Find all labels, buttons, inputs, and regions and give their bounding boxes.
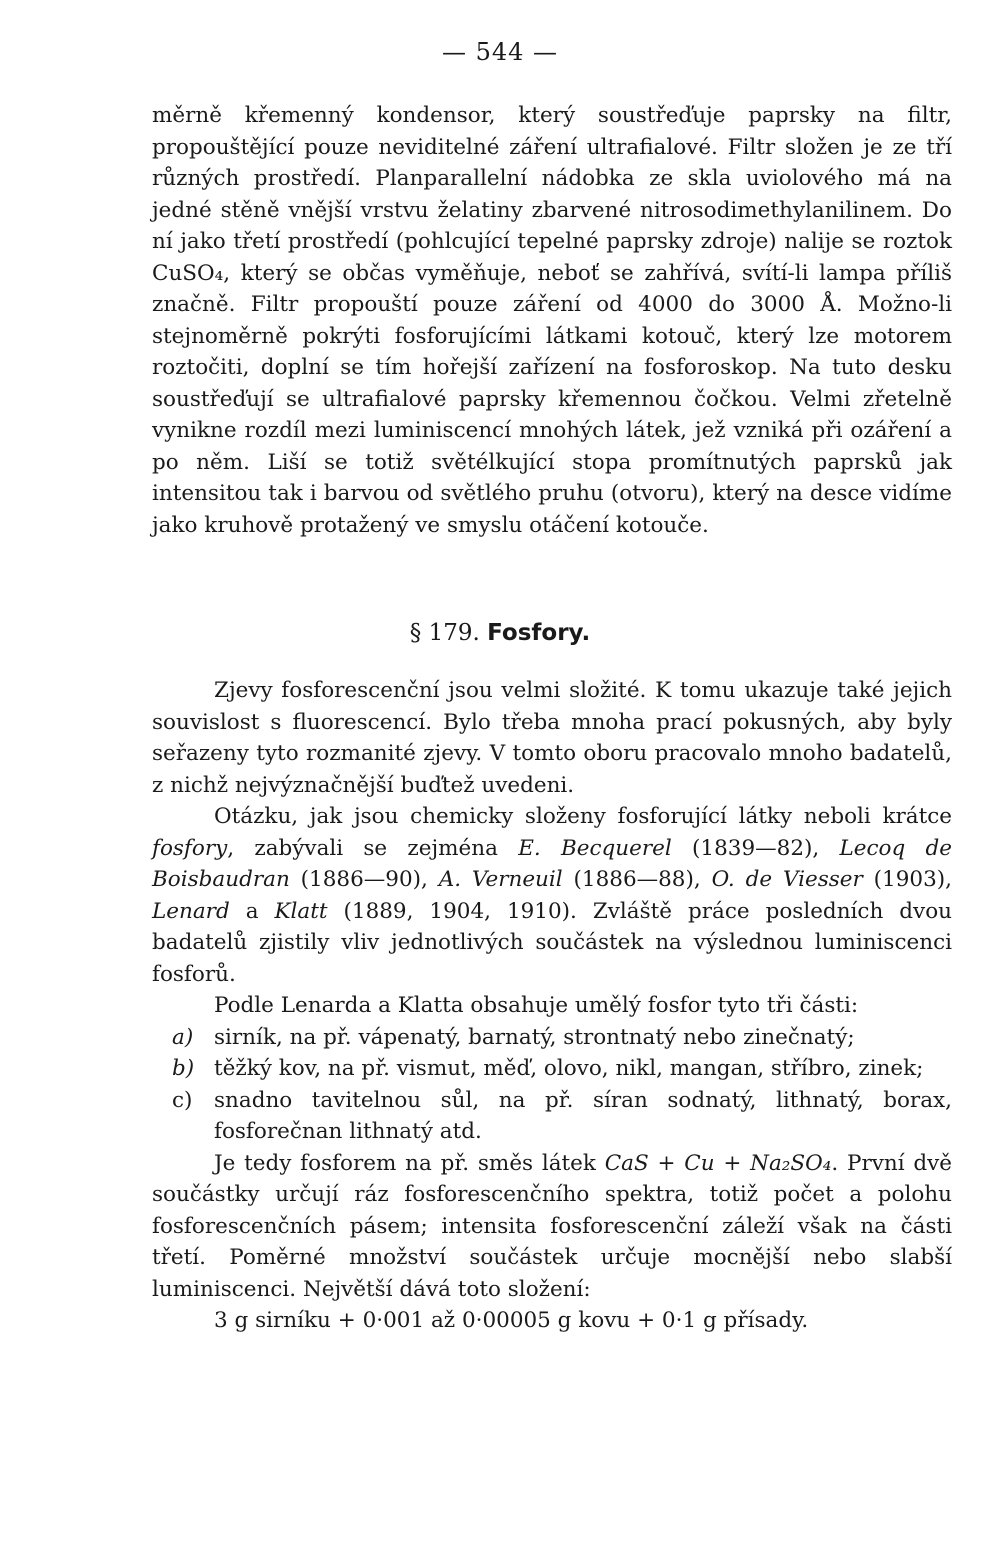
- author-lecoq: Lecoq de Boisbaudran: [152, 835, 952, 892]
- author-lenard: Lenard: [152, 898, 230, 924]
- para2-a: Otázku, jak jsou chemicky složeny fosforující látky neboli krátce: [214, 804, 952, 829]
- paragraph-intro: Zjevy fosforescenční jsou velmi složité. K tomu ukazuje také jejich souvislost s fluorescencí. Bylo třeba mnoha prací pokusných, aby byly seřazeny tyto rozmanité zjevy. V tomto oboru pracovalo mnoho badatelů, z nichž nejvýznačnější buďtež uvedeni.: [152, 678, 952, 798]
- section-body: [152, 675, 952, 1337]
- list-label: c): [172, 1087, 193, 1113]
- list-text: těžký kov, na př. vismut, měď, olovo, nikl, mangan, stříbro, zinek;: [214, 1056, 924, 1081]
- top-paragraph-block: [152, 100, 952, 541]
- para2-m: a: [229, 898, 275, 924]
- chemical-formula: CaS + Cu + Na₂SO₄: [604, 1150, 832, 1176]
- section-number: § 179.: [409, 620, 480, 646]
- component-list: [152, 1022, 952, 1148]
- para2-c: , zabývali se zejména: [227, 835, 519, 861]
- list-item: [152, 1085, 952, 1148]
- paragraph-components-intro: Podle Lenarda a Klatta obsahuje umělý fosfor tyto tři části:: [214, 993, 859, 1018]
- term-fosfory: fosfory: [152, 835, 228, 861]
- para4-c: . První dvě součástky určují ráz fosforescenčního spektra, totiž počet a polohu fosforescenčních pásem; intensita fosforescenční záleží však na části třetí. Poměrné množství součástek určuje mocnější nebo slabší luminiscenci. Největší dává toto složení:: [152, 1150, 953, 1302]
- list-text: sirník, na př. vápenatý, barnatý, strontnatý nebo zinečnatý;: [214, 1024, 855, 1050]
- paragraph-mixture: [152, 1148, 952, 1306]
- author-verneuil: A. Verneuil: [438, 867, 563, 892]
- section-heading: [0, 620, 1000, 646]
- para2-g: (1886—90),: [289, 867, 439, 892]
- para4-a: Je tedy fosforem na př. směs látek: [214, 1150, 605, 1176]
- list-text: snadno tavitelnou sůl, na př. síran sodnatý, lithnatý, borax, fosforečnan lithnatý atd.: [214, 1087, 952, 1144]
- para2-i: (1886—88),: [562, 867, 712, 892]
- author-viesser: O. de Viesser: [711, 867, 863, 892]
- list-item: [152, 1022, 952, 1054]
- list-label: a): [172, 1024, 194, 1050]
- para2-o: (1889, 1904, 1910). Zvláště práce posledních dvou badatelů zjistily vliv jednotlivých součástek na výslednou luminiscenci fosforů.: [152, 898, 952, 987]
- author-klatt: Klatt: [274, 898, 328, 924]
- list-item: [152, 1053, 952, 1085]
- section-title: Fosfory.: [487, 620, 591, 646]
- para2-e: (1839—82),: [671, 835, 840, 861]
- para2-k: (1903),: [862, 867, 952, 892]
- page-number: — 544 —: [441, 38, 559, 66]
- top-paragraph: měrně křemenný kondensor, který soustřeďuje paprsky na filtr, propouštějící pouze neviditelné záření ultrafialové. Filtr složen je ze tří různých prostředí. Planparallelní nádobka ze skla uviolového má na jedné stěně vnější vrstvu želatiny zbarvené nitrosodimethylanilinem. Do ní jako třetí prostředí (pohlcující tepelné paprsky zdroje) nalije se roztok CuSO₄, který se občas vyměňuje, neboť se zahřívá, svítí-li lampa příliš značně. Filtr propouští pouze záření od 4000 do 3000 Å. Možno-li stejnoměrně pokrýti fosforujícími látkami kotouč, který lze motorem roztočiti, doplní se tím hořejší zařízení na fosforoskop. Na tuto desku soustřeďují se ultrafialové paprsky křemennou čočkou. Velmi zřetelně vynikne rozdíl mezi luminiscencí mnohých látek, jež vzniká při ozáření a po něm. Liší se totiž světélkující stopa promítnutých paprsků jak intensitou tak i barvou od světlého pruhu (otvoru), který na desce vidíme jako kruhově protažený ve smyslu otáčení kotouče.: [152, 103, 952, 538]
- paragraph-researchers: [152, 801, 952, 990]
- author-becquerel: E. Becquerel: [518, 835, 672, 861]
- list-label: b): [172, 1056, 195, 1081]
- composition-formula: 3 g sirníku + 0·001 až 0·00005 g kovu + 0·1 g přísady.: [214, 1308, 809, 1333]
